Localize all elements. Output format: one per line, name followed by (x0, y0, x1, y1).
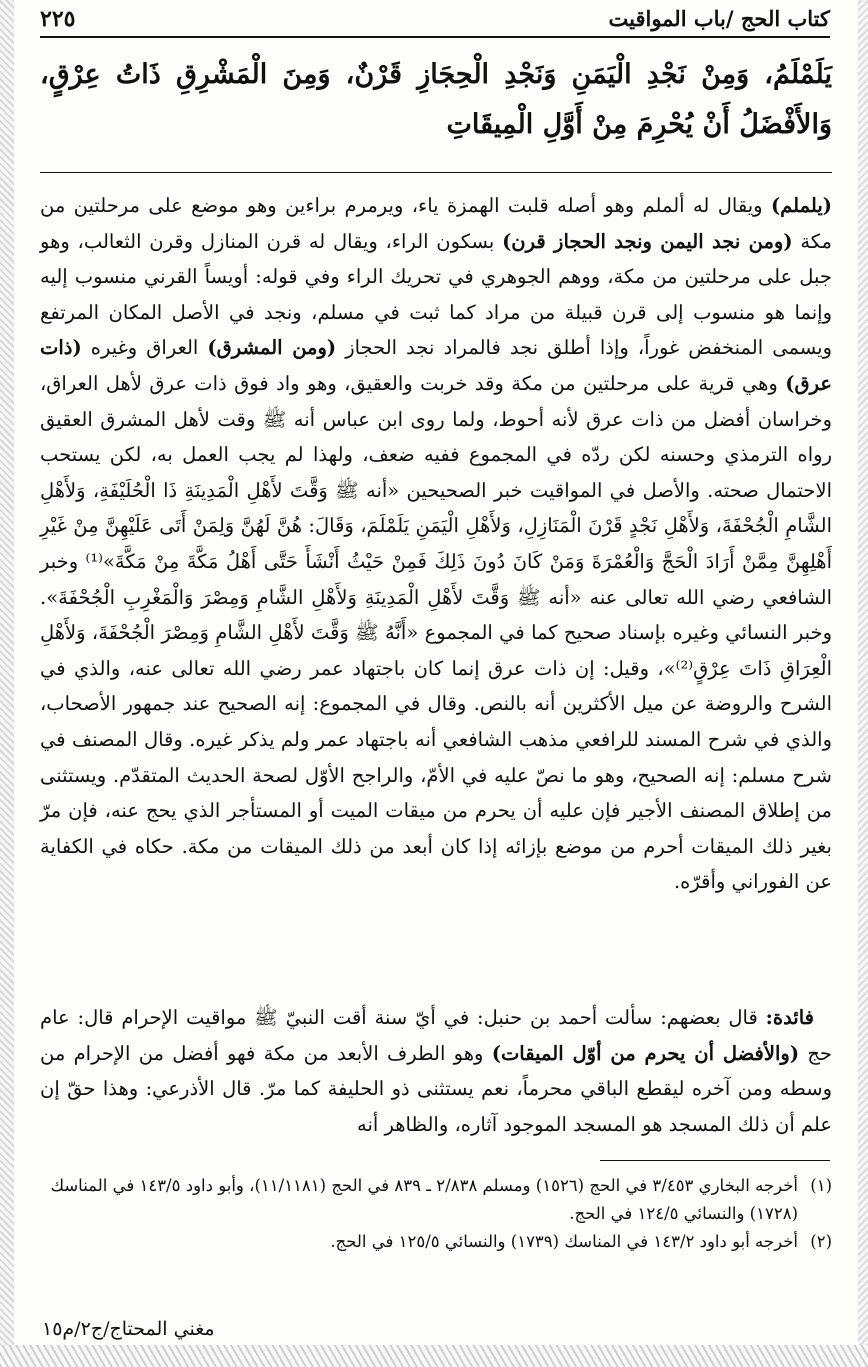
commentary-text: ويقال له ألملم وهو أصله قلبت الهمزة ياء، ويرمرم براءين وهو موضع على مرحلتين من مكة (40, 194, 832, 253)
faida-text: وهو الطرف الأبعد من مكة فهو أفضل من الإحرام من وسطه ومن آخره ليقطع الباقي محرماً، نعم يستثنى ذو الحليفة كما مرّ. قال الأذرعي: وهذا حقّ إن علم أن ذلك المسجد هو المسجد الموجود آثاره، والظاهر أنه (40, 1041, 832, 1136)
page-number: ٢٢٥ (40, 6, 76, 32)
faida-paragraph (40, 1000, 832, 1142)
scan-edge-left (0, 0, 14, 1367)
scan-edge-right (858, 0, 868, 1367)
running-header (40, 6, 830, 38)
quoted-matn: (والأفضل أن يحرم من أوّل الميقات) (491, 1041, 800, 1065)
commentary-text: العراق وغيره (81, 336, 208, 360)
footnote-item (40, 1172, 832, 1228)
commentary-paragraph (40, 188, 832, 900)
quoted-matn: (يلملم) (770, 194, 832, 217)
footnotes (40, 1172, 832, 1256)
footnote-number: (٢) (810, 1232, 832, 1251)
commentary-text: وهي قرية على مرحلتين من مكة وقد خربت والعقيق، وهو واد فوق ذات عرق لأهل العراق، وخراسان أفضل من ذات عرق لأنه أحوط، ولما روى ابن عباس أنه ﷺ وقت لأهل المشرق العقيق رواه الترمذي وحسنه لكن ردّه في المجموع ففيه ضعف، ولهذا لم يجب العمل به، لكن يستحب الاحتمال صحته. والأصل في المواقيت خبر الصحيحين «أنه ﷺ وَقَّتَ لأَهْلِ الْمَدِينَةِ ذَا الْحُلَيْفَةِ، وَلأَهْلِ الشَّامِ الْجُحْفَةَ، وَلأَهْلِ نَجْدٍ قَرْنَ الْمَنَازِلِ، وَلأَهْلِ الْيَمَنِ يَلَمْلَمَ، وَقَالَ: هُنَّ لَهُنَّ وَلِمَنْ أَتَى عَلَيْهِنَّ مِنْ غَيْرِ أَهْلِهِنَّ مِمَّنْ أَرَادَ الْحَجَّ وَالْعُمْرَةَ وَمَنْ كَانَ دُونَ ذَلِكَ فَمِنْ حَيْثُ أَنْشَأَ حَتَّى أَهْلُ مَكَّةَ مِنْ مَكَّةَ»⁽¹⁾ وخبر الشافعي رضي الله تعالى عنه «أنه ﷺ وَقَّتَ لأَهْلِ الْمَدِينَةِ وَلأَهْلِ الشَّامِ وَمِصْرَ وَالْمَغْرِبِ الْجُحْفَةَ». وخبر النسائي وغيره بإسناد صحيح كما في المجموع «أَنَّهُ ﷺ وَقَّتَ لأَهْلِ الشَّامِ وَمِصْرَ الْجُحْفَةَ، وَلأَهْلِ الْعِرَاقِ ذَاتَ عِرْقٍ⁽²⁾»، وقيل: إن ذات عرق إنما كان باجتهاد عمر رضي الله تعالى عنه، والذي في الشرح والروضة عن ميل الأكثرين أنه بالنص. وقال في المجموع: إنه الصحيح عند جمهور الأصحاب، والذي في شرح المسند للرافعي مذهب الشافعي أنه باجتهاد عمر ولم يذكر غيره. وقال المصنف في شرح مسلم: إنه الصحيح، وهو ما نصّ عليه في الأمّ، والراجح الأوّل لصحة الحديث المتقدّم. ويستثنى من إطلاق المصنف الأجير فإن عليه أن يحرم من ميقات الميت أو المستأجر الذي يحج عنه، فإن مرّ بغير ذلك الميقات أحرم من موضع بإزائه إذا كان أبعد من ذلك الميقات من مكة. حكاه في الكفاية عن الفوراني وأقرّه. (40, 371, 832, 894)
footnote-item (40, 1228, 832, 1256)
main-text-matn: يَلَمْلَمُ، وَمِنْ نَجْدِ الْيَمَنِ وَنَجْدِ الْحِجَازِ قَرْنٌ، وَمِنَ الْمَشْرِقِ ذَاتُ عِرْقٍ، وَالأَفْضَلُ أَنْ يُحْرِمَ مِنْ أَوَّلِ الْمِيقَاتِ (40, 59, 832, 140)
footnote-text: أخرجه البخاري ٣/٤٥٣ في الحج (١٥٢٦) ومسلم ٢/٨٣٨ ـ ٨٣٩ في الحج (١١/١١٨١)، وأبو داود ١٤٣/٥ في المناسك (١٧٢٨) والنسائي ١٢٤/٥ في الحج. (50, 1176, 798, 1223)
matn-divider (40, 172, 832, 173)
commentary-text: بسكون الراء، ويقال له قرن المنازل وقرن الثعالب، وهو جبل على مرحلتين من مكة، ووهم الجوهري في تحريك الراء وفي قوله: أويساً القرني منسوب إليه وإنما هو منسوب إلى قرن قبيلة من مراد كما ثبت في مسلم، ونجد في الأصل المكان المرتفع ويسمى المنخفض غوراً، وإذا أطلق نجد فالمراد نجد الحجاز (40, 229, 832, 360)
quoted-matn: (ومن المشرق) (207, 336, 337, 360)
scan-edge-bottom (0, 1345, 868, 1367)
faida-text: قال بعضهم: سألت أحمد بن حنبل: في أيّ سنة أقت النبيّ ﷺ مواقيت الإحرام قال: عام حج (40, 1006, 832, 1065)
running-title: كتاب الحج /باب المواقيت (608, 6, 830, 31)
footnote-number: (١) (810, 1176, 832, 1195)
quoted-matn: (ومن نجد اليمن ونجد الحجاز قرن) (502, 229, 793, 253)
footnote-text: أخرجه أبو داود ١٤٣/٢ في المناسك (١٧٣٩) والنسائي ١٢٥/٥ في الحج. (330, 1232, 798, 1251)
printer-signature: مغني المحتاج/ج٢/م١٥ (42, 1318, 215, 1340)
commentary-sharh (40, 188, 832, 900)
faida-label: فائدة: (765, 1006, 814, 1029)
quoted-matn: (ذات عرق) (40, 336, 832, 395)
footnote-divider (600, 1160, 830, 1161)
